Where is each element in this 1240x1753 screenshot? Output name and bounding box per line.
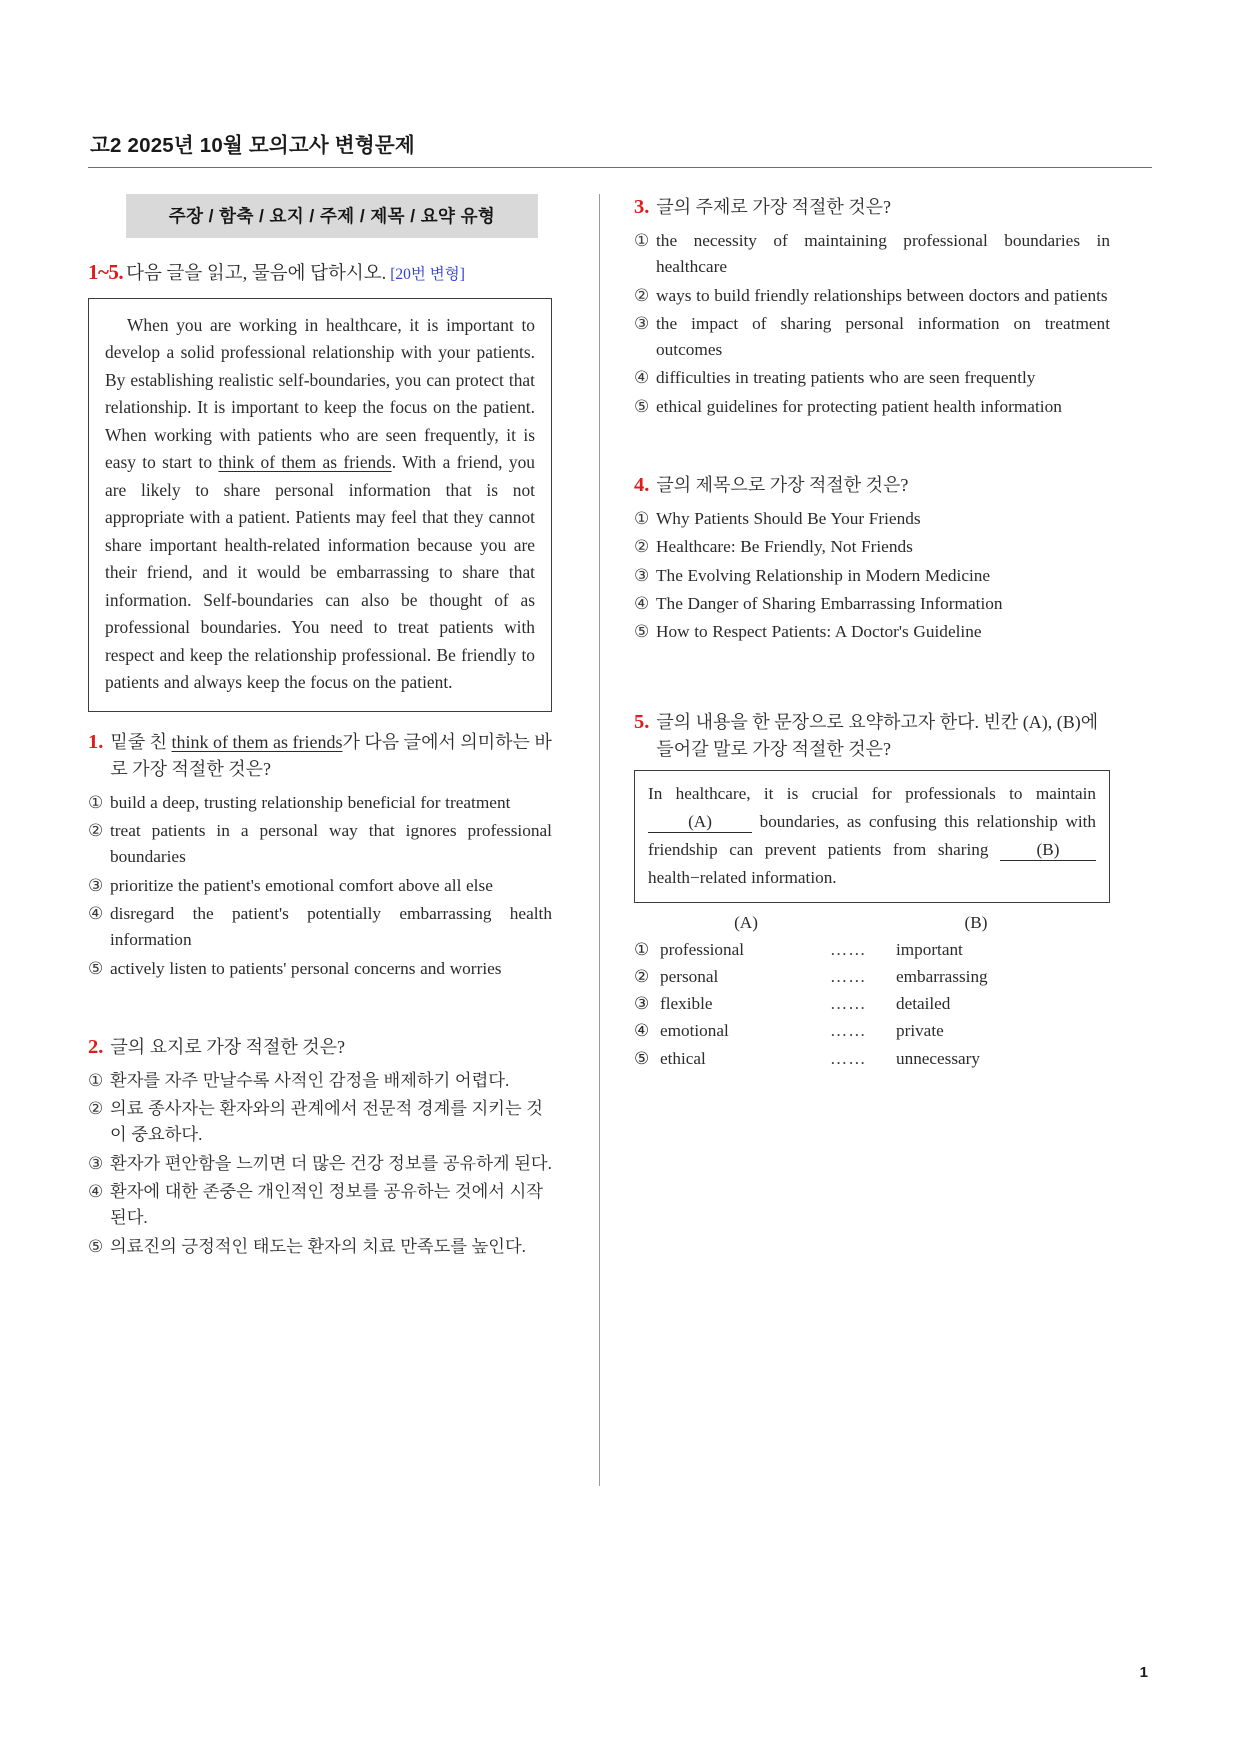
choice-marker: ② (634, 285, 650, 305)
choice-option[interactable] (88, 1151, 552, 1177)
header-divider (88, 167, 1152, 168)
choice-option[interactable] (634, 619, 1110, 645)
choice-marker: ① (88, 1070, 104, 1090)
choice-marker: ④ (634, 368, 650, 388)
question-2-choices (88, 1068, 552, 1260)
question-1-choices (88, 790, 552, 982)
choice-label: 의료진의 긍정적인 태도는 환자의 치료 만족도를 높인다. (110, 1236, 526, 1256)
choice-marker: ① (88, 792, 104, 812)
question-4-number: 4. (634, 474, 650, 497)
question-1 (88, 729, 552, 982)
column-b-header: (B) (964, 912, 988, 932)
choice-option[interactable] (634, 283, 1110, 309)
column-gutter (566, 194, 632, 1589)
choice-option[interactable] (634, 394, 1110, 420)
question-4 (634, 472, 1110, 645)
answer-pair-option[interactable] (634, 936, 1110, 963)
choice-option[interactable] (634, 506, 1110, 532)
choice-label: treat patients in a personal way that ignores professional boundaries (110, 821, 552, 867)
choice-label: 환자가 편안함을 느끼면 더 많은 건강 정보를 공유하게 된다. (110, 1153, 552, 1173)
choice-marker: ⑤ (88, 1236, 104, 1256)
question-5-stem-text: 글의 내용을 한 문장으로 요약하고자 한다. 빈칸 (A), (B)에 들어갈 말로 가장 적절한 것은? (656, 712, 1099, 760)
choice-option[interactable] (88, 1068, 552, 1094)
answer-pair-option[interactable] (634, 990, 1110, 1017)
choice-label: Why Patients Should Be Your Friends (656, 509, 921, 529)
answer-pair-option[interactable] (634, 1045, 1110, 1072)
pair-dots: …… (830, 967, 867, 987)
choice-b-value: important (896, 939, 963, 959)
question-5 (634, 709, 1110, 1071)
question-4-stem-text: 글의 제목으로 가장 적절한 것은? (656, 475, 909, 496)
choice-a-value: ethical (660, 1048, 706, 1068)
column-divider-line (599, 194, 600, 1486)
choice-marker: ③ (634, 994, 650, 1014)
question-1-number: 1. (88, 730, 104, 753)
choice-option[interactable] (88, 1096, 552, 1149)
choice-b-value: unnecessary (896, 1048, 980, 1068)
choice-label: 의료 종사자는 환자와의 관계에서 전문적 경계를 지키는 것이 중요하다. (110, 1099, 543, 1145)
choice-marker: ③ (634, 565, 650, 585)
q1-stem-after: 가 다음 글에서 의미하는 바로 가장 적절한 것은? (110, 731, 552, 779)
directive-line (88, 257, 552, 288)
choice-option[interactable] (634, 563, 1110, 589)
question-spacer (634, 432, 1110, 472)
choice-marker: ② (88, 821, 104, 841)
answer-pair-option[interactable] (634, 1017, 1110, 1044)
choice-marker: ④ (634, 593, 650, 613)
choice-marker: ⑤ (634, 1048, 650, 1068)
choice-a-value: professional (660, 939, 745, 959)
question-type-banner: 주장 / 함축 / 요지 / 주제 / 제목 / 요약 유형 (126, 194, 538, 238)
choice-option[interactable] (88, 956, 552, 982)
choice-option[interactable] (634, 365, 1110, 391)
directive-text: 다음 글을 읽고, 물음에 답하시오. (126, 264, 387, 284)
choice-marker: ⑤ (634, 396, 650, 416)
choice-marker: ⑤ (88, 958, 104, 978)
choice-label: Healthcare: Be Friendly, Not Friends (656, 537, 913, 557)
answer-pair-option[interactable] (634, 963, 1110, 990)
pair-dots: …… (830, 994, 867, 1014)
choice-option[interactable] (88, 901, 552, 954)
choice-marker: ⑤ (634, 622, 650, 642)
question-1-stem (88, 729, 552, 783)
choice-marker: ① (634, 509, 650, 529)
choice-a-value: emotional (660, 1021, 729, 1041)
choice-option[interactable] (88, 873, 552, 899)
pair-dots: …… (830, 1048, 867, 1068)
choice-a-value: personal (660, 967, 719, 987)
question-5-stem (634, 709, 1110, 763)
directive-range: 1~5. (88, 260, 124, 284)
choice-marker: ② (634, 537, 650, 557)
blank-b: (B) (1000, 840, 1096, 861)
question-3-choices (634, 228, 1110, 420)
choice-label: ways to build friendly relationships between doctors and patients (656, 285, 1108, 305)
choice-label: difficulties in treating patients who are seen frequently (656, 368, 1036, 388)
choice-label: the necessity of maintaining professional boundaries in healthcare (656, 231, 1110, 277)
question-4-stem (634, 472, 1110, 499)
question-spacer (88, 994, 552, 1034)
question-3-stem-text: 글의 주제로 가장 적절한 것은? (656, 197, 892, 217)
reading-passage-text (105, 312, 535, 697)
page-number: 1 (1139, 1664, 1148, 1681)
choice-label: disregard the patient's potentially embarrassing health information (110, 903, 552, 950)
choice-label: actively listen to patients' personal concerns and worries (110, 958, 502, 978)
question-2 (88, 1034, 552, 1260)
column-a-header: (A) (734, 912, 758, 932)
passage-underlined-phrase: think of them as friends (218, 452, 392, 473)
choice-label: build a deep, trusting relationship beneficial for treatment (110, 792, 511, 812)
choice-marker: ② (88, 1099, 104, 1119)
choice-label: prioritize the patient's emotional comfort above all else (110, 875, 493, 895)
choice-option[interactable] (634, 228, 1110, 281)
choice-b-value: private (896, 1021, 944, 1041)
question-2-number: 2. (88, 1035, 104, 1058)
blank-a: (A) (648, 812, 752, 833)
choice-label: the impact of sharing personal information on treatment outcomes (656, 313, 1110, 360)
question-4-choices (634, 506, 1110, 645)
left-column (88, 194, 566, 1589)
choice-marker: ④ (88, 903, 104, 923)
question-1-stem-text (110, 729, 552, 783)
passage-part-2: . With a friend, you are likely to share personal information that is not appropriate with a patient. Patients may feel that they cannot share important health‑related information because you are their friend, and it would be embarrassing to share that information. Self‑boundaries can also be thought of as professional boundaries. You need to treat patients with respect and keep the relationship professional. Be friendly to patients and always keep the focus on the patient. (105, 452, 535, 693)
header-spacer (634, 913, 662, 933)
choice-marker: ① (634, 939, 650, 959)
choice-label: 환자에 대한 존중은 개인적인 정보를 공유하는 것에서 시작된다. (110, 1181, 543, 1228)
right-column (632, 194, 1110, 1589)
summary-sentence-text (648, 780, 1096, 891)
question-3 (634, 194, 1110, 420)
choice-marker: ③ (88, 1153, 104, 1173)
choice-label: The Evolving Relationship in Modern Medicine (656, 565, 991, 585)
choice-marker: ④ (634, 1021, 650, 1041)
page-title: 고2 2025년 10월 모의고사 변형문제 (90, 134, 415, 157)
summary-segment-2: boundaries, as confusing this relationship with friendship can prevent patients from sharing (648, 812, 1096, 860)
summary-sentence-box (634, 770, 1110, 902)
choice-option[interactable] (88, 1234, 552, 1260)
header-dots-spacer (830, 913, 896, 933)
summary-segment-1: In healthcare, it is crucial for professionals to maintain (648, 784, 1096, 804)
passage-part-1: When you are working in healthcare, it is important to develop a solid professional relationship with your patients. By establishing realistic self‑boundaries, you can protect that relationship. It is important to keep the focus on the patient. When working with patients who are seen frequently, it is easy to start to (105, 314, 535, 473)
question-2-stem-text: 글의 요지로 가장 적절한 것은? (110, 1036, 346, 1057)
choice-marker: ④ (88, 1181, 104, 1201)
choice-option[interactable] (88, 790, 552, 816)
two-column-body (88, 194, 1152, 1589)
question-3-stem (634, 194, 1110, 221)
choice-a-value: flexible (660, 994, 713, 1014)
choice-label: 환자를 자주 만날수록 사적인 감정을 배제하기 어렵다. (110, 1070, 510, 1090)
choice-option[interactable] (88, 818, 552, 871)
summary-segment-3: health−related information. (648, 868, 837, 888)
choice-marker: ① (634, 231, 650, 251)
question-3-number: 3. (634, 196, 650, 218)
choice-label: ethical guidelines for protecting patient health information (656, 396, 1062, 416)
choice-label: The Danger of Sharing Embarrassing Information (656, 593, 1003, 613)
q1-stem-underlined: think of them as friends (171, 731, 343, 752)
pair-dots: …… (830, 939, 867, 959)
pair-dots: …… (830, 1021, 867, 1041)
question-spacer (634, 657, 1110, 709)
choice-marker: ③ (88, 875, 104, 895)
answer-pair-header (634, 913, 1110, 933)
choice-marker: ③ (634, 313, 650, 333)
choice-b-value: embarrassing (896, 967, 988, 987)
choice-option[interactable] (634, 311, 1110, 364)
choice-option[interactable] (634, 591, 1110, 617)
choice-marker: ② (634, 967, 650, 987)
choice-option[interactable] (88, 1179, 552, 1232)
choice-label: How to Respect Patients: A Doctor's Guideline (656, 622, 982, 642)
q1-stem-before: 밑줄 친 (110, 731, 172, 752)
directive-variation-note: [20번 변형] (390, 266, 465, 283)
question-2-stem (88, 1034, 552, 1061)
choice-b-value: detailed (896, 994, 951, 1014)
choice-option[interactable] (634, 534, 1110, 560)
question-5-number: 5. (634, 711, 650, 734)
reading-passage-box (88, 298, 552, 712)
